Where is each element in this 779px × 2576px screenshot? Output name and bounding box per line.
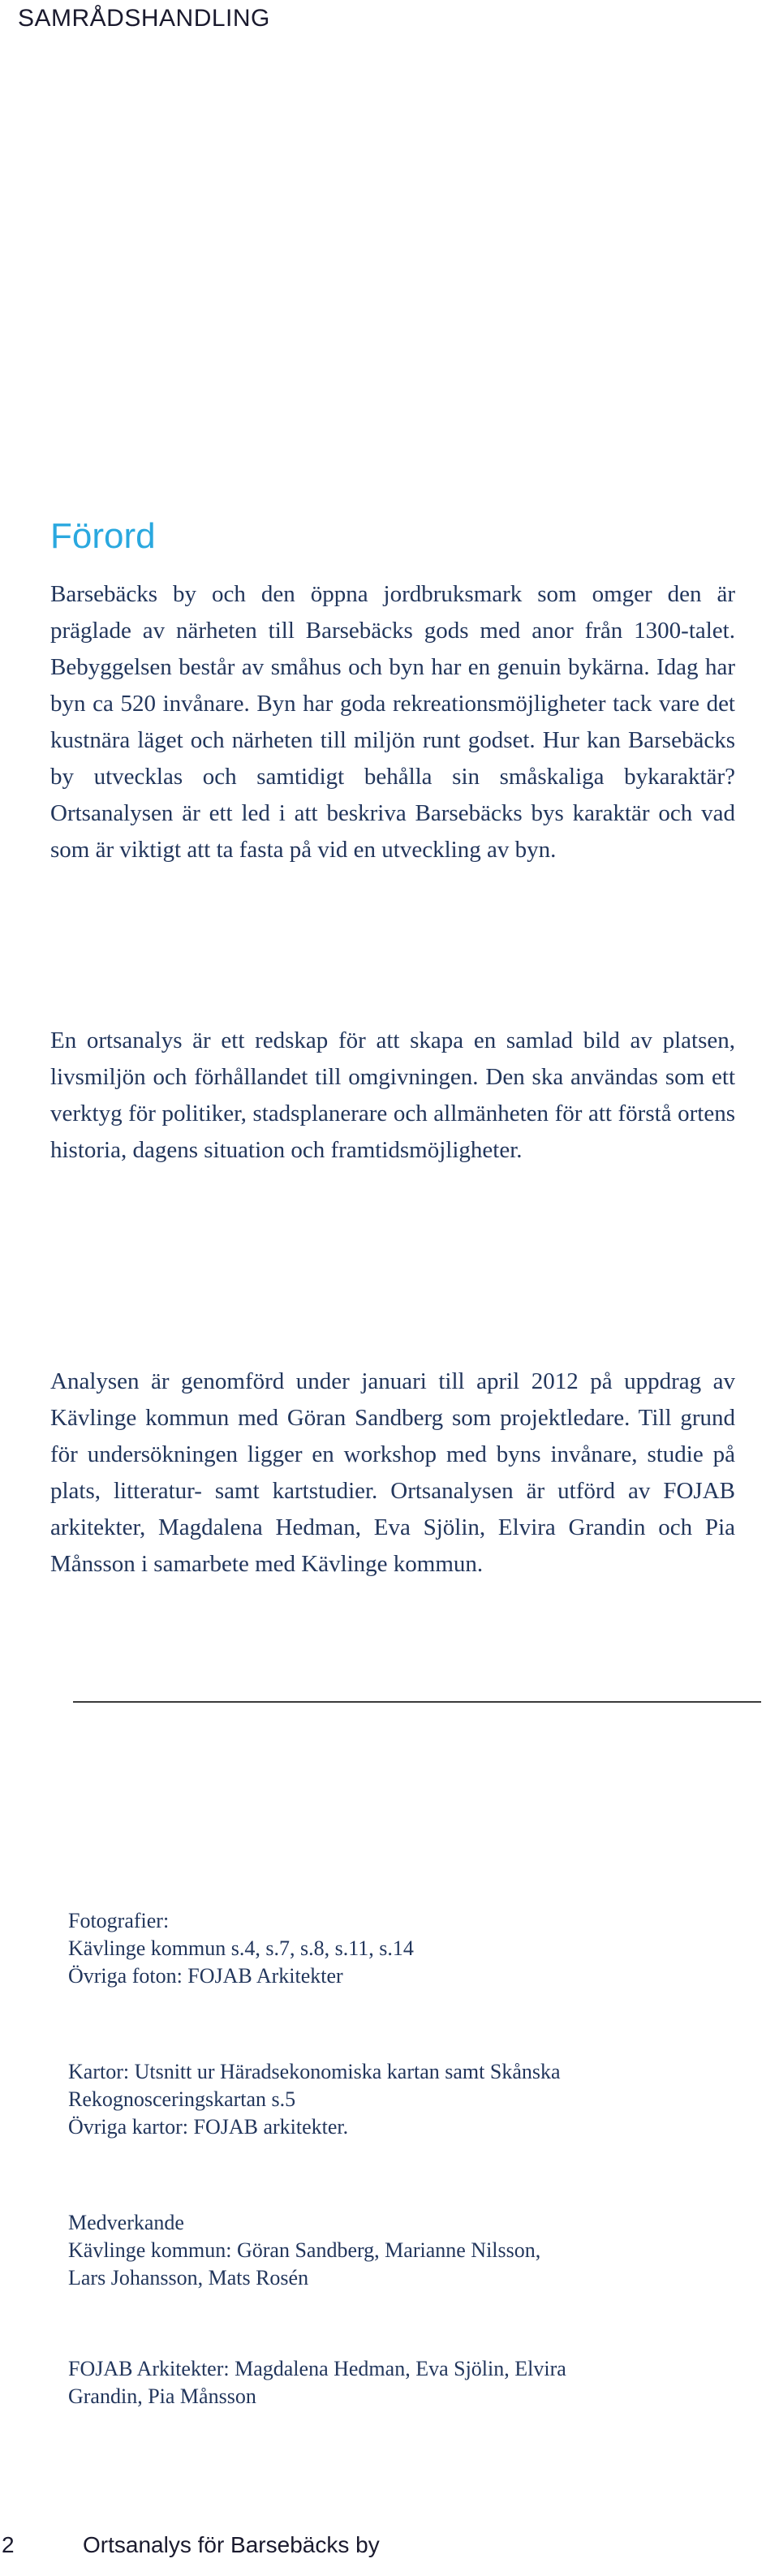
photo-credits-line: Övriga foton: FOJAB Arkitekter [68, 1964, 343, 1988]
contributor-credits-line: Kävlinge kommun: Göran Sandberg, Marianne Nilsson, [68, 2238, 541, 2262]
document-status-label: SAMRÅDSHANDLING [18, 5, 270, 32]
map-credits-line: Övriga kartor: FOJAB arkitekter. [68, 2115, 349, 2139]
contributor-credits-line: Lars Johansson, Mats Rosén [68, 2266, 309, 2290]
map-credits [68, 2058, 750, 2141]
photo-credits-line: Kävlinge kommun s.4, s.7, s.8, s.11, s.14 [68, 1936, 414, 1960]
fojab-credits-line: Grandin, Pia Månsson [68, 2384, 256, 2408]
contributor-credits [68, 2209, 750, 2292]
intro-paragraph-3: Analysen är genomförd under januari till april 2012 på uppdrag av Kävlinge kommun med Göran Sandberg som projektledare. Till grund för undersökningen ligger en workshop med byns invånare, studie på plats, litteratur- samt kartstudier. Ortsanalysen är utförd av FOJAB arkitekter, Magdalena Hedman, Eva Sjölin, Elvira Grandin och Pia Månsson i samarbete med Kävlinge kommun. [50, 1368, 735, 1577]
photo-credits-heading: Fotografier: [68, 1909, 170, 1932]
page-number: 2 [2, 2532, 15, 2557]
section-heading: Förord [50, 516, 156, 556]
map-credits-line: Kartor: Utsnitt ur Häradsekonomiska kartan samt Skånska [68, 2060, 561, 2083]
map-credits-line: Rekognosceringskartan s.5 [68, 2087, 296, 2111]
photo-credits [68, 1907, 750, 1990]
fojab-credits [68, 2355, 750, 2410]
intro-paragraph-1: Barsebäcks by och den öppna jordbruksmark som omger den är präglade av närheten till Barsebäcks gods med anor från 1300-talet. Bebyggelsen består av småhus och byn har en genuin bykärna. Idag har byn ca 520 invånare. Byn har goda rekreationsmöjligheter tack vare det kustnära läget och närheten till miljön runt godset. Hur kan Barsebäcks by utvecklas och samtidigt behålla sin småskaliga bykaraktär? Ortsanalysen är ett led i att beskriva Barsebäcks bys karaktär och vad som är viktigt att ta fasta på vid en utveckling av byn. [50, 581, 735, 863]
intro-paragraph-2: En ortsanalys är ett redskap för att skapa en samlad bild av platsen, livsmiljön och förhållandet till omgivningen. Den ska användas som ett verktyg för politiker, stadsplanerare och allmänheten för att förstå ortens historia, dagens situation och framtidsmöjligheter. [50, 1027, 735, 1163]
fojab-credits-line: FOJAB Arkitekter: Magdalena Hedman, Eva Sjölin, Elvira [68, 2357, 566, 2380]
contributor-credits-heading: Medverkande [68, 2211, 184, 2234]
section-divider [73, 1701, 761, 1703]
footer-document-title: Ortsanalys för Barsebäcks by [83, 2532, 380, 2557]
